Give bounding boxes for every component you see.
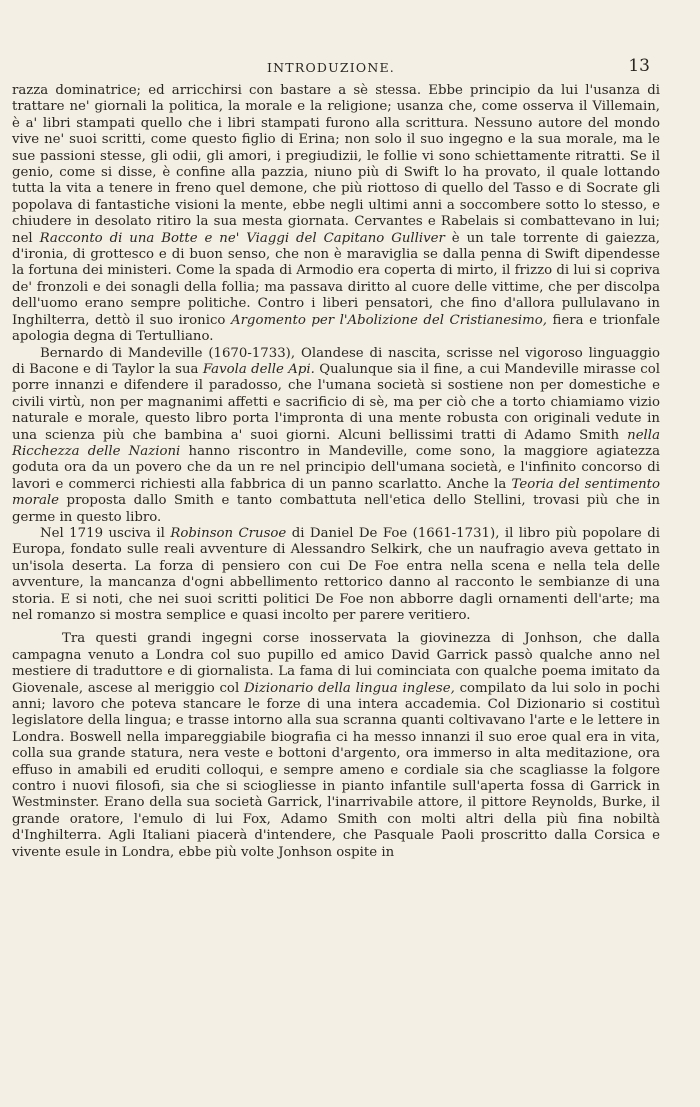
text-run: di Daniel De Foe (1661-1731), il libro più popolare di Europa, fondato sulle reali avventure di Alessandro Selkirk, che un naufragio aveva gettato in un'isola deserta. La forza di pensiero con cui De Foe entra nella scena e nella tela delle avventure, la mancanza d'ogni abbellimento rettorico danno al racconto le sembianze di una storia. E si noti, che nei suoi scritti politici De Foe non abborre dagli ornamenti dell'arte; ma nel romanzo si mostra semplice e quasi incolto per parere veritiero. xyxy=(12,525,660,623)
text-run: Tra questi grandi ingegni corse inosservata la giovinezza di Jonhson, che dalla campagna venuto a Londra col suo pupillo ed amico David Garrick passò qualche anno nel mestiere di traduttore e di giornalista. La fama di lui cominciata con qualche poema imitato da Giovenale, ascese al meriggio col xyxy=(12,631,660,696)
italic-title: Favola delle Api. xyxy=(202,361,315,377)
text-run: è un tale torrente di gaiezza, d'ironia, di grottesco e di buon senso, che non è maraviglia se dalla penna di Swift dipendesse la fortuna dei ministeri. Come la spada di Armodio era coperta di mirto, il frizzo di lui si copriva de' fronzoli e dei sonagli della follia; ma passava diritto al cuore delle vittime, che per discolpa dell'uomo erano sempre politiche. Contro i liberi pensatori, che fino d'allora pullulavano in Inghilterra, dettò il suo ironico xyxy=(12,230,660,328)
italic-title: Argomento per l'Abolizione del Cristianesimo, xyxy=(230,312,548,328)
text-run: proposta dallo Smith e tanto combattuta nell'etica dello Stellini, trovasi più che in germe in questo libro. xyxy=(12,493,660,525)
italic-title: Robinson Crusoe xyxy=(170,525,287,541)
text-run: razza dominatrice; ed arricchirsi con bastare a sè stessa. Ebbe principio da lui l'usanza di trattare ne' giornali la politica, la morale e la religione; usanza che, come osserva il Villemain, è a' libri stampati quello che i libri stampati furono alla scrittura. Nessuno autore del mondo vive ne' suoi scritti, come questo figlio di Erina; non solo il suo ingegno e la sua morale, ma le sue passioni stesse, gli odii, gli amori, i pregiudizii, le follie vi sono schiettamente ritratti. Se il genio, come si disse, è confine alla pazzia, niuno più di Swift lo ha provato, il quale lottando tutta la vita a tenere in freno quel demone, che più riottoso di quello del Tasso e di Socrate gli popolava di fantastiche visioni la mente, ebbe negli ultimi anni a soccombere sotto lo stesso, e chiudere in desolato ritiro la sua mesta giornata. Cervantes e Rabelais si combattevano in lui; nel xyxy=(12,83,660,246)
paragraph xyxy=(12,631,660,861)
italic-title: nella Ricchezza delle Nazioni xyxy=(12,427,660,459)
paragraph xyxy=(12,83,660,346)
text-run: Nel 1719 usciva il xyxy=(40,525,171,541)
text-run: compilato da lui solo in pochi anni; lavoro che poteva stancare le forze di una intera accademia. Col Dizionario si costituì legislatore della lingua; e trasse intorno alla sua scranna quanti coltivavano l'arte e le lettere in Londra. Boswell nella impareggiabile biografia ci ha messo innanzi il suo eroe qual era in vita, colla sua grande statura, nera veste e bottoni d'argento, ora immerso in alta meditazione, ora effuso in amabili ed eruditi colloqui, e sempre ameno e cordiale sia che scagliasse la folgore contro i nuovi filosofi, sia che si sciogliesse in pianto infantile sull'aperta fossa di Garrick in Westminster. Erano della sua società Garrick, l'inarrivabile attore, il pittore Reynolds, Burke, il grande oratore, l'emulo di lui Fox, Adamo Smith con molti altri della più fina nobiltà d'Inghilterra. Agli Italiani piacerà d'intendere, che Pasquale Paoli proscritto dalla Corsica e vivente esule in Londra, ebbe più volte Jonhson ospite in xyxy=(12,680,660,860)
text-run: Qualunque sia il fine, a cui Mandeville mirasse col porre innanzi e difendere il paradosso, che l'umana società si sostiene non per domestiche e civili virtù, non per magnanimi affetti e sacrificio di sè, ma per ciò che a torto chiamiamo vizio naturale e morale, questo libro porta l'impronta di una mente robusta con originali vedute in una scienza più che bambina a' suoi giorni. Alcuni bellissimi tratti di Adamo Smith xyxy=(12,361,660,443)
running-title: INTRODUZIONE. xyxy=(267,60,395,75)
paragraph xyxy=(12,346,660,526)
running-head xyxy=(12,58,650,78)
italic-title: Dizionario della lingua inglese, xyxy=(243,680,455,696)
body-text xyxy=(12,83,660,861)
text-run: fiera e trionfale apologia degna di Tertulliano. xyxy=(12,312,660,345)
page-number: 13 xyxy=(628,56,650,76)
italic-title: Racconto di una Botte e ne' Viaggi del Capitano Gulliver xyxy=(39,230,445,246)
text-run: Bernardo di Mandeville (1670-1733), Olandese di nascita, scrisse nel vigoroso linguaggio di Bacone e di Taylor la sua xyxy=(12,345,660,377)
text-run: hanno riscontro in Mandeville, come sono, la maggiore agiatezza goduta ora da un povero che da un re nel principio dell'umana società, e l'infinito concorso di lavori e commerci richiesti alla fabbrica di un panno scarlatto. Anche la xyxy=(12,443,660,492)
italic-title: Teoria del sentimento morale xyxy=(12,476,660,509)
paragraph xyxy=(12,526,660,624)
